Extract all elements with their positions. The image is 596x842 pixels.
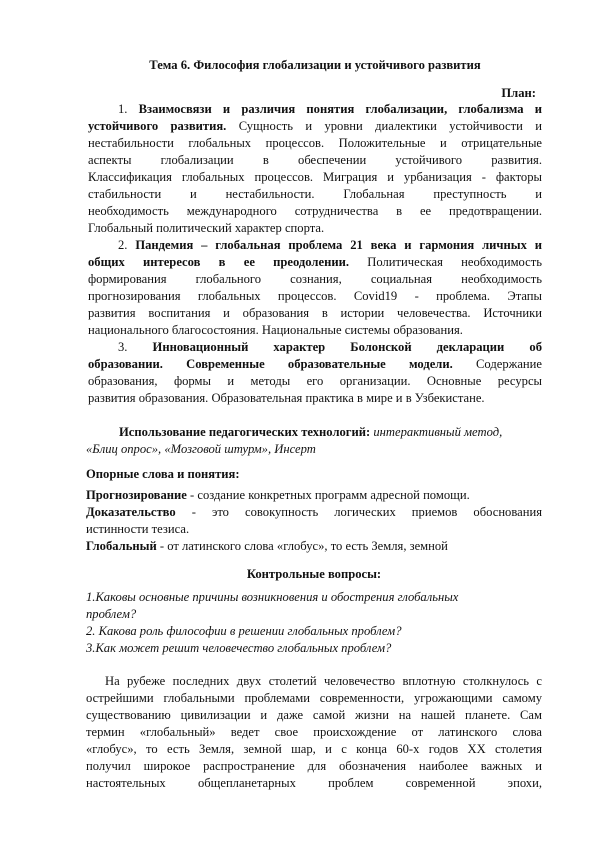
question-2: 2. Какова роль философии в решении глобальных проблем? <box>86 624 402 638</box>
plan-item-1-line-7: необходимость международного сотрудничества в ее предотвращении. <box>88 204 542 218</box>
plan-label: План: <box>501 86 536 100</box>
plan-item-2-line-2: общих интересов в ее преодолении. Политическая необходимость <box>88 255 543 269</box>
plan-item-2-line-4: прогнозирования глобальных процессов. Covid19 - проблема. Этапы <box>88 289 542 303</box>
body-line-7: настоятельных общепланетарных проблем современной эпохи, <box>86 776 542 790</box>
question-1a: 1.Каковы основные причины возникновения и обострения глобальных <box>86 590 459 604</box>
keyword-proof-cont: истинности тезиса. <box>86 522 190 536</box>
plan-item-1-line-5: Классификация глобальных процессов. Миграция и урбанизация - факторы <box>88 170 542 184</box>
plan-item-2-line-6: национального благосостояния. Национальные системы образования. <box>88 323 463 337</box>
keyword-proof: Доказательство - это совокупность логических приемов обоснования <box>86 505 542 519</box>
body-line-6: получил широкое распространение для обозначения наиболее важных и <box>86 759 542 773</box>
technologies-line-2: «Блиц опрос», «Мозговой штурм», Инсерт <box>86 442 316 456</box>
plan-item-2-line-5: развития воспитания и образования в истории человечества. Источники <box>88 306 542 320</box>
plan-item-1-line-4: аспекты глобализации в обеспечении устойчивого развития. <box>88 153 542 167</box>
keyword-forecasting: Прогнозирование - создание конкретных программ адресной помощи. <box>86 488 470 502</box>
plan-item-2-line-3: формирования глобального сознания, социальная необходимость <box>88 272 542 286</box>
technologies-line-1: Использование педагогических технологий: интерактивный метод, <box>119 425 503 439</box>
body-line-1: На рубеже последних двух столетий человечество вплотную столкнулось с <box>105 674 542 688</box>
plan-item-1-line-8: Глобальный политический характер спорта. <box>88 221 325 235</box>
question-1b: проблем? <box>86 607 137 621</box>
plan-item-1-line-6: стабильности и нестабильности. Глобальная преступность и <box>88 187 542 201</box>
page-title: Тема 6. Философия глобализации и устойчивого развития <box>149 58 481 72</box>
plan-item-3-line-2: образовании. Современные образовательные модели. Содержание <box>88 357 542 371</box>
body-line-5: «глобус», то есть Земля, земной шар, и с конца 60-х годов XX столетия <box>86 742 542 756</box>
plan-item-2-line-1: 2. Пандемия – глобальная проблема 21 века и гармония личных и <box>118 238 542 252</box>
control-questions-heading: Контрольные вопросы: <box>246 567 382 581</box>
plan-item-1-line-2: устойчивого развития. Сущность и уровни диалектики устойчивости и <box>88 119 542 133</box>
keywords-heading: Опорные слова и понятия: <box>86 467 240 481</box>
body-line-4: термин «глобальный» ведет свое происхождение от латинского слова <box>86 725 542 739</box>
body-line-2: острейшими глобальными проблемами современности, угрожающими самому <box>86 691 542 705</box>
plan-item-3-line-3: образования, формы и методы его организации. Основные ресурсы <box>88 374 542 388</box>
body-line-3: существованию цивилизации и даже самой жизни на нашей планете. Сам <box>86 708 542 722</box>
plan-item-3-line-4: развития образования. Образовательная практика в мире и в Узбекистане. <box>88 391 485 405</box>
plan-item-1-line-3: нестабильности глобальных процессов. Положительные и отрицательные <box>88 136 542 150</box>
question-3: 3.Как может решит человечество глобальных проблем? <box>86 641 392 655</box>
plan-item-3-line-1: 3. Инновационный характер Болонской декларации об <box>118 340 542 354</box>
plan-item-1-line-1: 1. Взаимосвязи и различия понятия глобализации, глобализма и <box>118 102 542 116</box>
keyword-global: Глобальный - от латинского слова «глобус», то есть Земля, земной <box>86 539 448 553</box>
